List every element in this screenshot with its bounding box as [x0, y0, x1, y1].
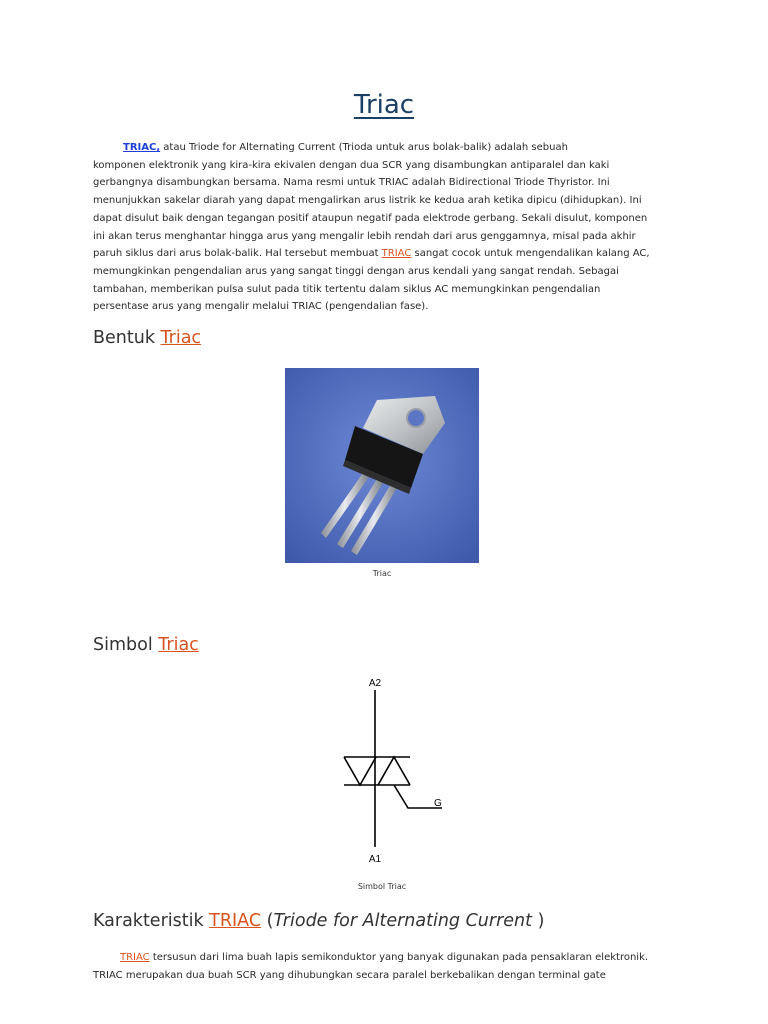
section-heading-simbol: Simbol Triac [93, 635, 199, 655]
intro-paragraph [93, 139, 676, 316]
symbol-caption: Simbol Triac [357, 882, 407, 891]
intro-line: gerbangnya disambungkan bersama. Nama resmi untuk TRIAC adalah Bidirectional Triode Thyristor. Ini [93, 177, 610, 189]
body-paragraph [93, 949, 676, 984]
intro-line: komponen elektronik yang kira-kira ekivalen dengan dua SCR yang disambungkan antiparalel dan kaki [93, 159, 610, 171]
body-line: TRIAC tersusun dari lima buah lapis semikonduktor yang banyak digunakan pada pensaklaran elektronik. [120, 952, 649, 963]
triac-link[interactable]: Triac [160, 328, 202, 348]
section-heading-karakteristik: Karakteristik TRIAC (Triode for Alternating Current ) [93, 911, 545, 931]
intro-line: tambahan, memberikan pulsa sulut pada titik tertentu dalam siklus AC memungkinkan pengendalian [93, 283, 601, 295]
anode2-label: A2 [368, 678, 382, 689]
triac-symbol-diagram [330, 672, 460, 872]
anode1-label: A1 [368, 854, 382, 865]
intro-line: dapat disulut baik dengan tegangan positif ataupun negatif pada elektrode gerbang. Sekali disulut, komponen [93, 212, 648, 224]
triac-link[interactable]: TRIAC, [123, 142, 161, 153]
triac-photo [285, 368, 479, 563]
intro-line: ini akan terus menghantar hingga arus yang mengalir lebih rendah dari arus genggamnya, misal pada akhir [93, 230, 636, 242]
triac-link[interactable]: Triac [158, 635, 199, 655]
triac-link[interactable]: TRIAC [120, 952, 150, 963]
intro-line: menunjukkan sakelar diarah yang dapat mengalirkan arus listrik ke kedua arah ketika dipicu (dihidupkan). Ini [93, 195, 642, 207]
diode-up [378, 757, 410, 785]
triac-link[interactable]: TRIAC [381, 248, 412, 260]
intro-line: persentase arus yang mengalir melalui TRIAC (pengendalian fase). [93, 301, 429, 313]
gate-label: G [434, 798, 442, 809]
page-title: Triac [353, 90, 415, 120]
photo-caption: Triac [372, 569, 392, 578]
triac-link[interactable]: TRIAC [209, 911, 262, 931]
intro-line: TRIAC, atau Triode for Alternating Current (Trioda untuk arus bolak-balik) adalah sebuah [123, 142, 568, 153]
body-line: TRIAC merupakan dua buah SCR yang dihubungkan secara paralel berkebalikan dengan terminal gate [93, 969, 606, 981]
intro-line: paruh siklus dari arus bolak-balik. Hal tersebut membuat TRIAC sangat cocok untuk mengendalikan kalang AC, [93, 248, 650, 260]
intro-line: memungkinkan pengendalian arus yang sangat tinggi dengan arus kendali yang sangat rendah. Sebagai [93, 265, 619, 277]
diode-down [344, 757, 376, 785]
section-heading-bentuk: Bentuk Triac [93, 328, 202, 348]
